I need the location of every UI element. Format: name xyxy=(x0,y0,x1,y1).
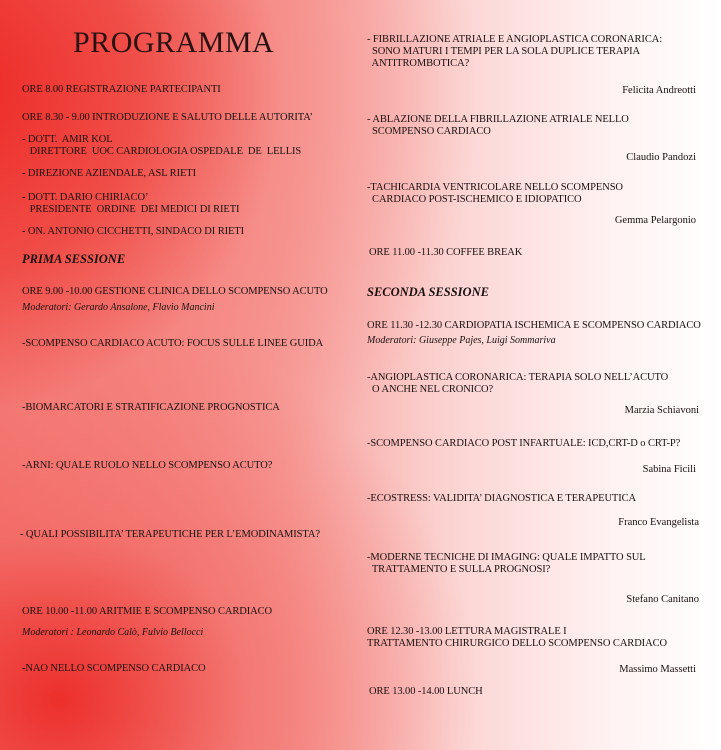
talk-title: -ECOSTRESS: VALIDITA’ DIAGNOSTICA E TERAPEUTICA xyxy=(367,493,637,504)
lecture-heading: ORE 12.30 -13.00 LETTURA MAGISTRALE I TRATTAMENTO CHIRURGICO DELLO SCOMPENSO CARDIACO xyxy=(367,626,667,649)
talk-speaker: Claudio Pandozi xyxy=(626,152,696,163)
talk-title: -NAO NELLO SCOMPENSO CARDIACO xyxy=(22,663,206,674)
talk-speaker: Marzia Schiavoni xyxy=(624,405,699,416)
authority-item: - DOTT. DARIO CHIRIACO’ PRESIDENTE ORDINE DEI MEDICI DI RIETI xyxy=(22,192,240,215)
authority-item: - DIREZIONE AZIENDALE, ASL RIETI xyxy=(22,168,197,179)
talk-speaker: Stefano Canitano xyxy=(626,594,699,605)
authority-item: - ON. ANTONIO CICCHETTI, SINDACO DI RIETI xyxy=(22,226,245,237)
talk-title: -ARNI: QUALE RUOLO NELLO SCOMPENSO ACUTO? xyxy=(22,460,273,471)
registration-line: ORE 8.00 REGISTRAZIONE PARTECIPANTI xyxy=(22,84,221,95)
intro-line: ORE 8.30 - 9.00 INTRODUZIONE E SALUTO DELLE AUTORITA’ xyxy=(22,112,313,123)
talk-speaker: Felicita Andreotti xyxy=(622,85,696,96)
talk-title: -SCOMPENSO CARDIACO ACUTO: FOCUS SULLE LINEE GUIDA xyxy=(22,338,324,349)
session-heading-second: SECONDA SESSIONE xyxy=(367,285,489,299)
talk-title: - QUALI POSSIBILITA’ TERAPEUTICHE PER L’EMODINAMISTA? xyxy=(20,529,320,540)
page-title: PROGRAMMA xyxy=(73,26,275,59)
talk-speaker: Massimo Massetti xyxy=(619,664,696,675)
moderators: Moderatori : Leonardo Calò, Fulvio Bellocci xyxy=(22,627,204,638)
talk-title: -MODERNE TECNICHE DI IMAGING: QUALE IMPATTO SUL TRATTAMENTO E SULLA PROGNOSI? xyxy=(367,552,646,575)
session-heading-first: PRIMA SESSIONE xyxy=(22,252,126,266)
talk-title: - FIBRILLAZIONE ATRIALE E ANGIOPLASTICA CORONARICA: SONO MATURI I TEMPI PER LA SOLA DUPLICE TERAPIA ANTITROMBOTICA? xyxy=(367,34,663,69)
talk-speaker: Franco Evangelista xyxy=(618,517,699,528)
moderators: Moderatori: Giuseppe Pajes, Luigi Sommariva xyxy=(367,335,556,346)
talk-title: - ABLAZIONE DELLA FIBRILLAZIONE ATRIALE NELLO SCOMPENSO CARDIACO xyxy=(367,114,629,137)
left-column xyxy=(0,0,360,750)
authority-item: - DOTT. AMIR KOL DIRETTORE UOC CARDIOLOGIA OSPEDALE DE LELLIS xyxy=(22,134,302,157)
lunch-line: ORE 13.00 -14.00 LUNCH xyxy=(369,686,483,697)
talk-title: -TACHICARDIA VENTRICOLARE NELLO SCOMPENSO CARDIACO POST-ISCHEMICO E IDIOPATICO xyxy=(367,182,623,205)
talk-title: -BIOMARCATORI E STRATIFICAZIONE PROGNOSTICA xyxy=(22,402,280,413)
block-heading: ORE 11.30 -12.30 CARDIOPATIA ISCHEMICA E SCOMPENSO CARDIACO xyxy=(367,320,701,331)
talk-speaker: Gemma Pelargonio xyxy=(614,215,696,226)
talk-title: -ANGIOPLASTICA CORONARICA: TERAPIA SOLO NELL’ACUTO O ANCHE NEL CRONICO? xyxy=(367,372,669,395)
block-heading: ORE 10.00 -11.00 ARITMIE E SCOMPENSO CARDIACO xyxy=(22,606,273,617)
coffee-break-line: ORE 11.00 -11.30 COFFEE BREAK xyxy=(369,247,523,258)
talk-title: -SCOMPENSO CARDIACO POST INFARTUALE: ICD,CRT-D o CRT-P? xyxy=(367,438,681,449)
block-heading: ORE 9.00 -10.00 GESTIONE CLINICA DELLO SCOMPENSO ACUTO xyxy=(22,286,328,297)
moderators: Moderatori: Gerardo Ansalone, Flavio Mancini xyxy=(22,302,215,313)
talk-speaker: Sabina Ficili xyxy=(642,464,696,475)
